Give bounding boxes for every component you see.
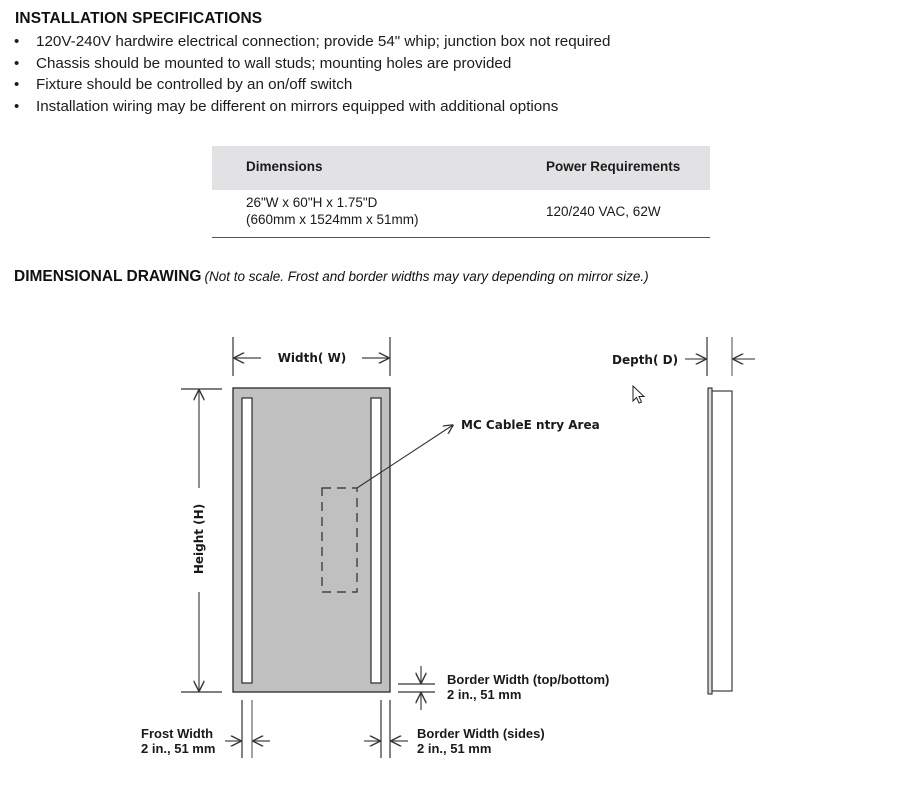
border-sides-dimension bbox=[364, 700, 545, 758]
side-chassis bbox=[712, 391, 732, 691]
side-glass bbox=[708, 388, 712, 694]
installation-specifications-heading: INSTALLATION SPECIFICATIONS bbox=[15, 10, 263, 27]
cable-entry-label: MC CableE ntry Area bbox=[461, 418, 600, 432]
header-dimensions: Dimensions bbox=[246, 159, 323, 174]
border-sides-value: 2 in., 51 mm bbox=[417, 741, 492, 756]
frost-width-dimension bbox=[141, 700, 270, 758]
border-sides-title: Border Width (sides) bbox=[417, 726, 545, 741]
spec-item: • Installation wiring may be different on mirrors equipped with additional options bbox=[14, 96, 610, 118]
spec-item: • 120V-240V hardwire electrical connection; provide 54" whip; junction box not required bbox=[14, 31, 610, 53]
dimensions-imperial: 26"W x 60"H x 1.75"D bbox=[246, 195, 378, 210]
depth-dimension bbox=[612, 337, 755, 376]
cable-entry-callout bbox=[357, 418, 600, 488]
header-power-requirements: Power Requirements bbox=[546, 159, 681, 174]
frost-strip-left bbox=[242, 398, 252, 683]
bullet-icon: • bbox=[14, 33, 20, 50]
spec-item: • Chassis should be mounted to wall studs; mounting holes are provided bbox=[14, 53, 610, 75]
depth-label: Depth( D) bbox=[612, 353, 679, 367]
width-label: Width( W) bbox=[277, 351, 347, 365]
mouse-pointer-icon bbox=[633, 386, 644, 403]
power-value: 120/240 VAC, 62W bbox=[546, 204, 661, 219]
height-dimension bbox=[181, 389, 222, 692]
mirror-body bbox=[233, 388, 390, 692]
bullet-icon: • bbox=[14, 54, 20, 72]
frost-width-value: 2 in., 51 mm bbox=[141, 741, 216, 756]
border-tb-value: 2 in., 51 mm bbox=[447, 687, 522, 702]
mirror-front-view bbox=[233, 388, 390, 692]
frost-width-title: Frost Width bbox=[141, 726, 214, 741]
dimensional-drawing-title: DIMENSIONAL DRAWING bbox=[14, 268, 202, 285]
spec-item: • Fixture should be controlled by an on/off switch bbox=[14, 74, 610, 96]
border-tb-title: Border Width (top/bottom) bbox=[447, 672, 610, 687]
bullet-icon: • bbox=[14, 76, 20, 93]
frost-strip-right bbox=[371, 398, 381, 683]
width-dimension bbox=[233, 337, 390, 376]
mirror-side-view bbox=[708, 388, 732, 694]
dimensions-metric: (660mm x 1524mm x 51mm) bbox=[246, 212, 419, 227]
bullet-icon: • bbox=[14, 97, 20, 115]
height-label: Height (H) bbox=[192, 503, 206, 575]
border-top-bottom-dimension bbox=[398, 666, 609, 710]
drawing-note: (Not to scale. Frost and border widths may vary depending on mirror size.) bbox=[204, 269, 649, 284]
